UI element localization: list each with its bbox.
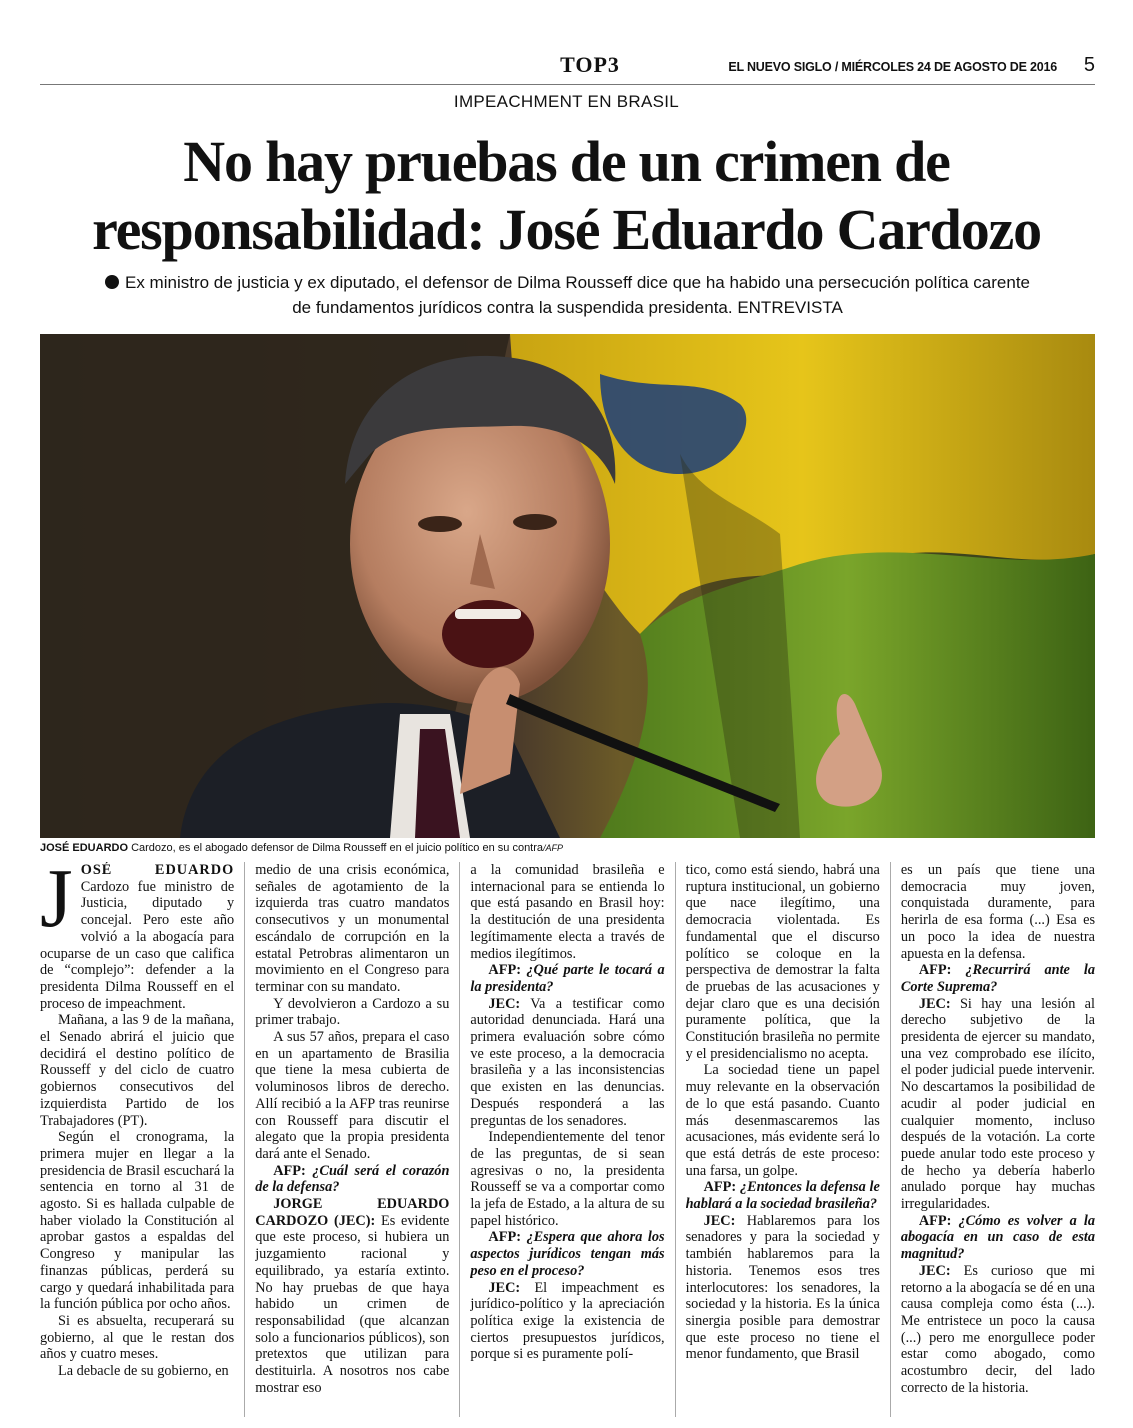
article-column-5: [901, 862, 1095, 1417]
column-divider: [675, 862, 676, 1417]
headline-line-1: No hay pruebas de un crimen de: [183, 129, 950, 194]
article-column-3: [470, 862, 664, 1417]
caption-name: JOSÉ EDUARDO: [40, 842, 129, 854]
lead-caps: OSÉ EDUARDO: [80, 862, 235, 878]
subheadline: [40, 270, 1095, 320]
article-column-4: [686, 862, 880, 1417]
headline-line-2: responsabilidad: José Eduardo Cardozo: [92, 197, 1041, 262]
interview-question: AFP: ¿Entonces la defensa le hablará a la sociedad brasileña?: [685, 1179, 880, 1213]
article-paragraph: Si es absuelta, recuperará su gobierno, al que le restan dos años y cuatro meses.: [40, 1312, 235, 1363]
column-divider: [459, 862, 460, 1417]
newspaper-date-line: EL NUEVO SIGLO / MIÉRCOLES 24 DE AGOSTO DE 2016: [728, 60, 1057, 74]
bullet-icon: [105, 275, 119, 289]
headline: [30, 128, 1103, 264]
column-divider: [244, 862, 245, 1417]
subheadline-line-1: Ex ministro de justicia y ex diputado, el defensor de Dilma Rousseff dice que ha habido una persecución política carente: [125, 273, 1030, 292]
caption-text: Cardozo, es el abogado defensor de Dilma Rousseff en el juicio político en su contra: [128, 842, 544, 854]
article-column-1: [40, 862, 234, 1417]
caption-credit: /AFP: [543, 843, 564, 853]
article-paragraph: La debacle de su gobierno, en: [58, 1363, 229, 1380]
page-number: 5: [1083, 54, 1095, 76]
photo-caption: [40, 842, 1095, 854]
drop-cap: J: [40, 862, 73, 945]
kicker: IMPEACHMENT EN BRASIL: [453, 92, 680, 111]
page-header: [40, 52, 1095, 84]
interview-answer: JEC: El impeachment es jurídico-político y la apreciación política exige la existencia de ciertos presupuestos jurídicos, porque si es puramente polí-: [470, 1279, 665, 1363]
article-paragraph: JOSÉ EDUARDO Cardozo fue ministro de Justicia, diputado y concejal. Pero este año volvió a la abogacía para ocuparse de un caso que califica de “complejo”: defender a la presidenta Dilma Rousseff en el proceso de impeachment.: [40, 862, 235, 1012]
article-body: [40, 862, 1095, 1417]
column-divider: [890, 862, 891, 1417]
article-paragraph: A sus 57 años, prepara el caso en un apartamento de Brasilia que tiene la mesa cubierta de voluminosos libros de derecho. Allí recibió a la AFP tras reunirse con Rousseff para discutir el alegato que la propia presidenta dará ante el Senado.: [255, 1029, 450, 1162]
header-divider: [40, 84, 1095, 85]
article-paragraph: Y devolvieron a Cardozo a su primer trabajo.: [255, 995, 450, 1029]
interview-answer: JORGE EDUARDO CARDOZO (JEC): Es evidente que este proceso, si hubiera un juzgamiento racional y equilibrado, ya estaría extinto. No hay pruebas de que haya habido un crimen de responsabilidad (que alcanzan solo a funcionarios públicos), son pretextos que utilizan para destituirla. A nosotros nos cabe mostrar eso: [255, 1196, 450, 1396]
article-paragraph: es un país que tiene una democracia muy joven, conquistada duramente, para herirla de esa forma (...) Esa es un poco la idea de nuestra apuesta en la defensa.: [900, 862, 1096, 962]
article-paragraph: medio de una crisis económica, señales de agotamiento de la izquierda tras cuatro mandatos consecutivos y un monumental escándalo de corrupción en la estatal Petrobras alimentaron un movimiento en el Congreso para terminar con su mandato.: [255, 862, 450, 995]
article-paragraph: tico, como está siendo, habrá una ruptura institucional, un gobierno que nace ilegítimo, una democracia violentada. Es fundamental que el discurso político se coloque en la perspectiva de demostrar la falta de pruebas de las acusaciones y dejar claro que es una decisión puramente política, que la Constitución brasileña no permite y el presidencialismo no acepta.: [685, 862, 880, 1062]
article-paragraph: Independientemente del tenor de las preguntas, de si sean agresivas o no, la presidenta Rousseff se va a comportar como la jefa de Estado, a la altura de su papel histórico.: [470, 1129, 665, 1229]
section-tag: TOP3: [560, 52, 620, 77]
interview-question: AFP: ¿Cómo es volver a la abogacía en un caso de esta magnitud?: [900, 1212, 1096, 1263]
interview-question: AFP: ¿Espera que ahora los aspectos jurídicos tengan más peso en el proceso?: [470, 1229, 665, 1279]
article-column-2: [255, 862, 449, 1417]
photo-illustration: [40, 334, 1095, 838]
article-photo: [40, 334, 1095, 838]
interview-question: AFP: ¿Qué parte le tocará a la presidenta?: [470, 962, 665, 995]
article-paragraph: Mañana, a las 9 de la mañana, el Senado abrirá el juicio que decidirá el destino político de Rousseff y del ciclo de cuatro gobiernos consecutivos del izquierdista Partido de los Trabajadores (PT).: [40, 1012, 235, 1129]
article-paragraph: Según el cronograma, la primera mujer en llegar a la presidencia de Brasil escuchará la sentencia en torno al 31 de agosto. Si es hallada culpable de haber violado la Constitución al aprobar gastos a espaldas del Congreso y manipular las finanzas públicas, perderá su cargo y quedará inhabilitada para la función pública por ocho años.: [40, 1129, 235, 1313]
subheadline-line-2: de fundamentos jurídicos contra la suspendida presidenta. ENTREVISTA: [292, 298, 843, 317]
interview-question: AFP: ¿Recurrirá ante la Corte Suprema?: [900, 962, 1096, 995]
interview-answer: JEC: Si hay una lesión al derecho subjetivo de la presidenta de ejercer su mandato, una vez comprobado ese ilícito, el poder judicial puede intervenir. No descartamos la posibilidad de acudir al poder judicial en cualquier momento, incluso después de la votación. La corte puede anular todo este proceso y de hecho ya debería haberlo anulado porque hay muchas irregularidades.: [900, 995, 1096, 1213]
interview-answer: JEC: Va a testificar como autoridad denunciada. Hará una primera evaluación sobre cómo ve este proceso, a la democracia brasileña y a las inconsistencias que existen en las denuncias. Después responderá a las preguntas de los senadores.: [470, 995, 665, 1129]
article-paragraph: a la comunidad brasileña e internacional para se entienda lo que está pasando en Brasil hoy: la destitución de una presidenta legítimamente electa a través de medios ilegítimos.: [470, 862, 665, 962]
article-paragraph: La sociedad tiene un papel muy relevante en la observación de lo que está pasando. Cuanto más desenmascaremos las acusaciones, más evidente será lo que está detrás de este proceso: una farsa, un golpe.: [685, 1062, 880, 1179]
interview-answer: JEC: Hablaremos para los senadores y para la sociedad y también hablaremos para la historia. Tenemos esos tres interlocutores: los senadores, la sociedad y la historia. Es la única sinergia posible para demostrar que este proceso no tiene el menor fundamento, que Brasil: [685, 1212, 880, 1363]
interview-question: AFP: ¿Cuál será el corazón de la defensa?: [255, 1162, 450, 1196]
interview-answer: JEC: Es curioso que mi retorno a la abogacía se dé en una causa compleja como ésta (...). Me entristece un poco la causa (...) pero me enorgullece poder estar como abogado, como acostumbro decir, del lado correcto de la historia.: [900, 1262, 1096, 1396]
